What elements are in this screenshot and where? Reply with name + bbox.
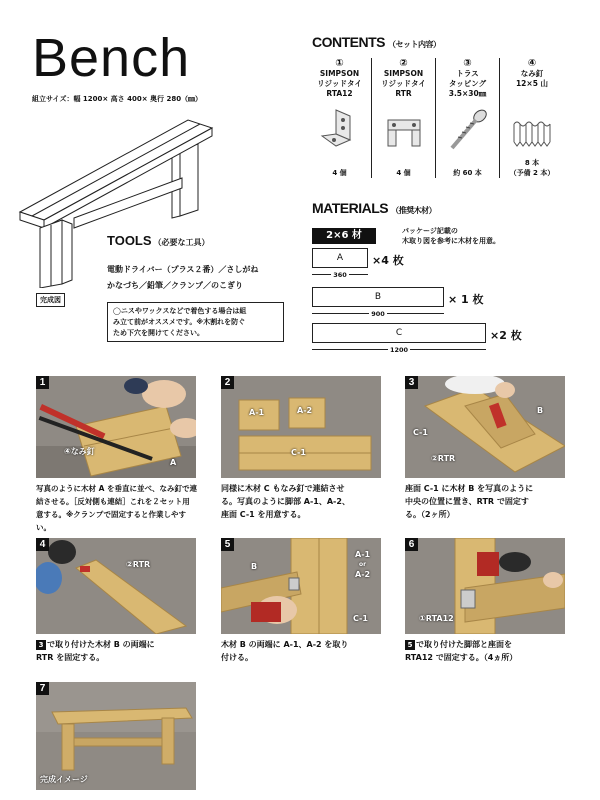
step-number: 1 <box>36 376 49 389</box>
note-line: み立て前がオススメです。※木割れを防ぐ <box>113 318 246 326</box>
step-text-fragment: で取り付けた木材 B の両端に <box>47 640 155 649</box>
board-c-dimension: 1200 <box>389 346 409 354</box>
step-5 <box>221 538 381 678</box>
step-number: 6 <box>405 538 418 551</box>
step-text-line <box>405 638 569 651</box>
contents-heading <box>312 34 441 50</box>
materials-heading-note: （推奨木材） <box>391 206 437 215</box>
step-3-text <box>405 482 569 521</box>
step-4-text <box>36 638 200 664</box>
step-text-line: 木材 B の両端に A-1、A-2 を取り <box>221 640 349 649</box>
step-number: 2 <box>221 376 234 389</box>
step-7-label-final-image: 完成イメージ <box>40 775 88 784</box>
step-2 <box>221 376 381 536</box>
board-c-quantity: ×2 枚 <box>490 329 522 342</box>
board-b-quantity: × 1 枚 <box>448 293 484 306</box>
rta12-bracket-icon <box>316 106 364 154</box>
content-quantity-spare: （予備 2 本） <box>509 169 555 177</box>
step-3-label-b: B <box>537 406 544 415</box>
step-text-line: 座面 C-1 を用意する。 <box>221 510 306 519</box>
content-quantity: 8 本 <box>524 159 540 167</box>
step-5-text <box>221 638 385 664</box>
corrugated-nail-icon <box>508 110 556 158</box>
tools-line: 電動ドライバー（プラス２番）／さしがね <box>107 265 259 274</box>
step-2-photo <box>221 376 381 478</box>
bench-line-drawing <box>12 108 232 288</box>
step-text-line <box>36 638 200 651</box>
board-a-quantity: ×4 枚 <box>372 254 404 267</box>
contents-heading-text: CONTENTS <box>312 34 385 50</box>
step-3-label-c1: C-1 <box>413 428 428 437</box>
content-name: リジッドタイ <box>381 79 426 88</box>
board-a: A <box>312 248 368 268</box>
step-5-label-a1: A-1 <box>355 550 371 559</box>
content-item-screw <box>436 58 500 178</box>
content-name: トラス <box>456 69 479 78</box>
size-spec: 組立サイズ：幅 1200× 高さ 400× 奥行 280（㎜） <box>32 95 203 103</box>
rtr-bracket-icon <box>380 106 428 154</box>
content-name: RTR <box>395 89 412 98</box>
step-1-text <box>36 482 200 534</box>
tools-heading-note: （必要な工具） <box>153 238 210 247</box>
step-text-line: RTA12 で固定する。（4ヵ所） <box>405 653 518 662</box>
step-2-label-c1: C-1 <box>291 448 306 457</box>
note-line: ◯ニスやワックスなどで着色する場合は組 <box>113 307 247 315</box>
step-5-label-b: B <box>251 562 258 571</box>
step-number: 3 <box>405 376 418 389</box>
materials-note-line: 木取り図を参考に木材を用意。 <box>402 237 500 245</box>
step-2-label-a2: A-2 <box>297 406 313 415</box>
step-number: 5 <box>221 538 234 551</box>
tools-heading <box>107 233 210 248</box>
contents-heading-note: （セット内容） <box>388 40 441 49</box>
step-number: 7 <box>36 682 49 695</box>
screw-icon <box>444 106 492 154</box>
step-text-line: 中央の位置に置き、RTR で固定す <box>405 497 529 506</box>
step-4-label-rtr: ②RTR <box>126 560 151 569</box>
step-1 <box>36 376 196 536</box>
step-4-photo <box>36 538 196 634</box>
content-number: ② <box>399 58 408 69</box>
step-text-line: 付ける。 <box>221 653 253 662</box>
board-a-dimension: 360 <box>333 271 347 279</box>
board-b-dimension: 900 <box>371 310 385 318</box>
step-2-label-a1: A-1 <box>249 408 265 417</box>
tools-list <box>107 262 287 294</box>
step-text-fragment: で取り付けた脚部と座面を <box>416 640 512 649</box>
step-reference: 3 <box>36 640 46 650</box>
note-box <box>107 302 284 342</box>
step-text-line: 写真のように木材 A を垂直に並べ、なみ釘で連 <box>36 484 198 493</box>
step-text-line: る。写真のように脚部 A-1、A-2、 <box>221 497 350 506</box>
content-number: ③ <box>463 58 472 69</box>
step-text-line: 意する。※クランプで固定すると作業しやすい。 <box>36 510 187 532</box>
step-reference: 5 <box>405 640 415 650</box>
tools-line: かなづち／鉛筆／クランプ／のこぎり <box>107 281 243 290</box>
content-name: SIMPSON <box>319 69 360 78</box>
content-number: ① <box>335 58 344 69</box>
content-quantity: 4 個 <box>396 169 411 177</box>
content-name: SIMPSON <box>383 69 424 78</box>
step-1-label-a: A <box>170 458 177 467</box>
step-3-photo <box>405 376 565 478</box>
step-text-line: RTR を固定する。 <box>36 653 105 662</box>
step-3 <box>405 376 565 536</box>
step-2-text <box>221 482 385 521</box>
step-5-label-c1: C-1 <box>353 614 368 623</box>
materials-heading-text: MATERIALS <box>312 200 389 216</box>
step-3-label-rtr: ②RTR <box>431 454 456 463</box>
materials-note-line: パッケージ記載の <box>402 227 458 235</box>
step-text-line: 同様に木材 C もなみ釘で連結させ <box>221 484 345 493</box>
content-item-nail <box>500 58 564 178</box>
step-6-text <box>405 638 569 664</box>
content-item-rta12 <box>308 58 372 178</box>
content-quantity: 4 個 <box>332 169 347 177</box>
content-name: 12×5 山 <box>515 79 549 88</box>
materials-note <box>402 226 500 246</box>
content-name: なみ釘 <box>520 69 544 78</box>
step-7 <box>36 682 196 790</box>
step-text-line: 結させる。［反対側も連結］これを２セット用 <box>36 497 190 506</box>
step-text-line: る。（2ヶ所） <box>405 510 455 519</box>
board-b: B <box>312 287 444 307</box>
materials-heading <box>312 200 436 216</box>
content-number: ④ <box>527 58 537 69</box>
step-number: 4 <box>36 538 49 551</box>
page-title: Bench <box>32 28 191 88</box>
content-name: RTA12 <box>326 89 353 98</box>
board-c: C <box>312 323 486 343</box>
step-6 <box>405 538 565 678</box>
completed-drawing-label: 完成図 <box>36 293 65 307</box>
content-quantity: 約 60 本 <box>453 169 482 177</box>
note-line: ため下穴を開けてください。 <box>113 329 204 337</box>
content-name: リジッドタイ <box>317 79 362 88</box>
step-5-label-or: or <box>359 561 367 568</box>
step-5-label-a2: A-2 <box>355 570 371 579</box>
step-6-label-rta12: ①RTA12 <box>419 614 454 623</box>
step-text-line: 座面 C-1 に木材 B を写真のように <box>405 484 534 493</box>
tools-heading-text: TOOLS <box>107 233 152 248</box>
content-name: タッピング <box>448 79 487 88</box>
step-4 <box>36 538 196 678</box>
lumber-type-badge: 2×6 材 <box>312 228 376 244</box>
step-1-label-nail: ④なみ釘 <box>64 447 95 456</box>
content-name: 3.5×30㎜ <box>448 89 487 98</box>
content-item-rtr <box>372 58 436 178</box>
